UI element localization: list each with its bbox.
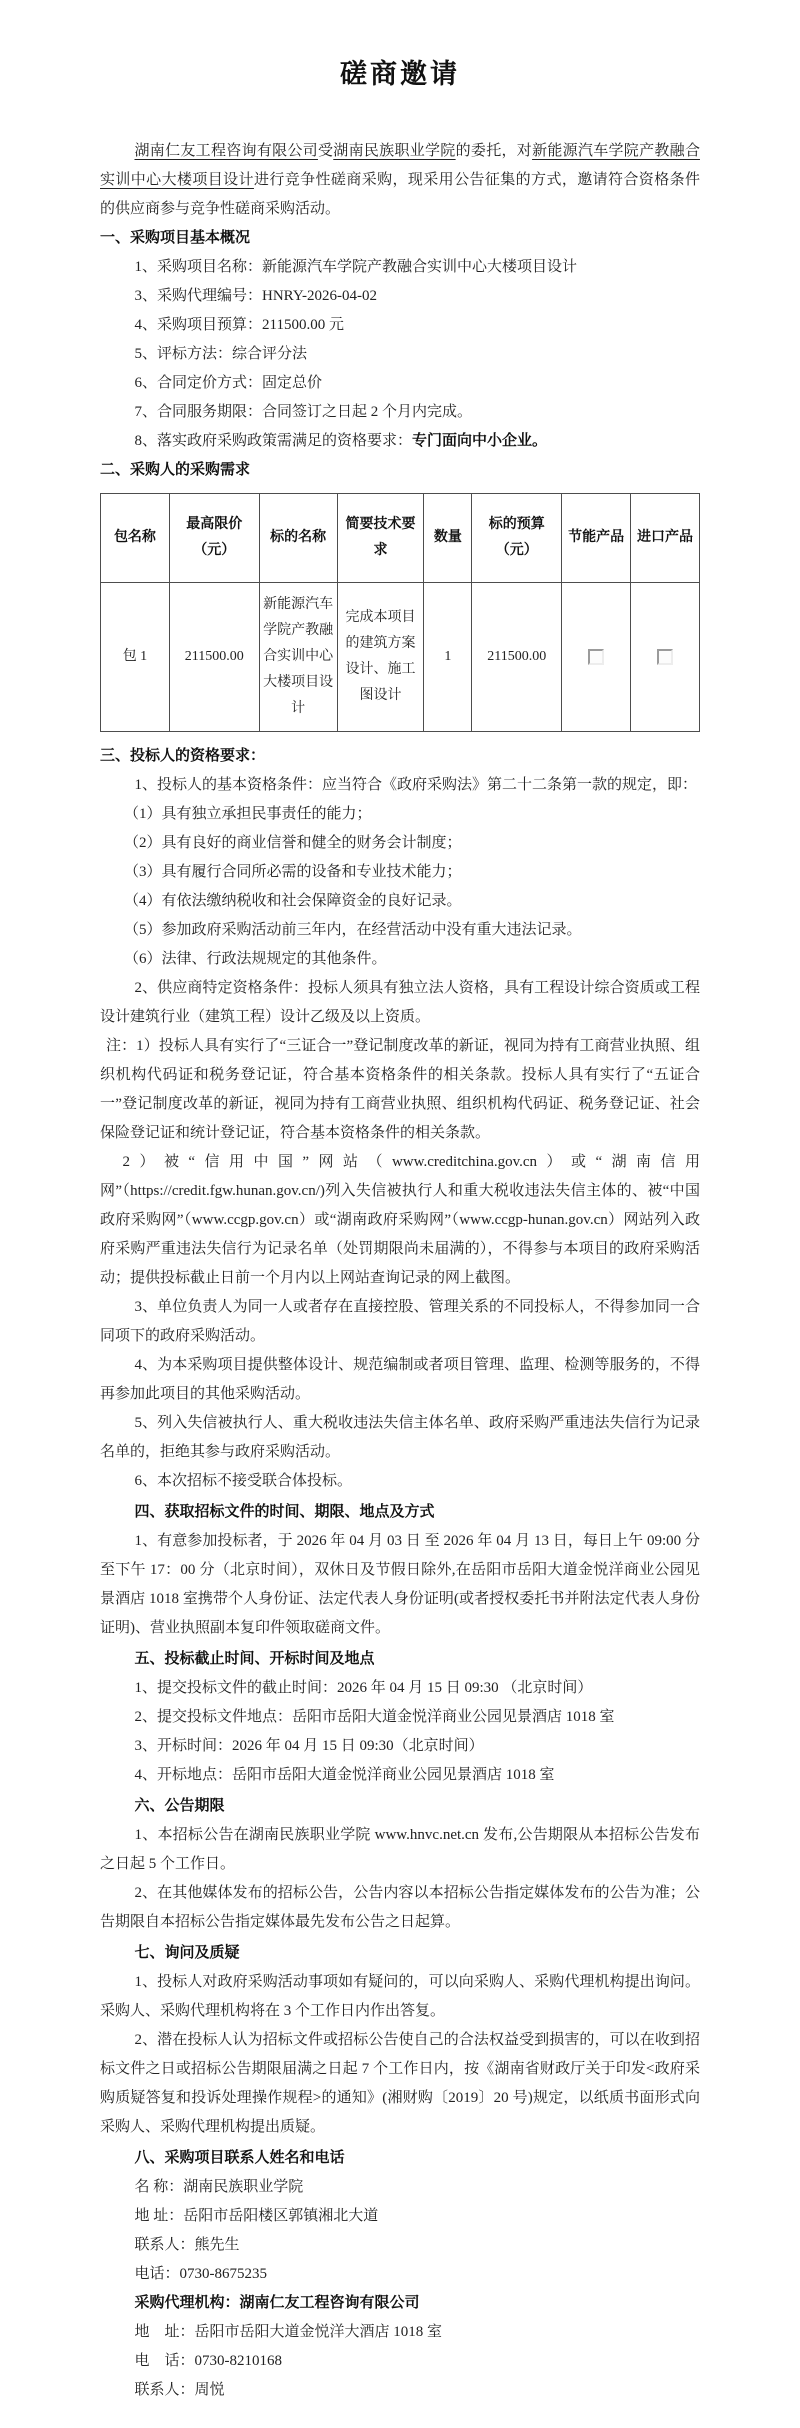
cell-max-price: 211500.00 <box>169 583 259 732</box>
qualification-note-1: 注：1）投标人具有实行了“三证合一”登记制度改革的新证，视同为持有工商营业执照、组织机构代码证和税务登记证，符合基本资格条件的相关条款。投标人具有实行了“五证合一”登记制度改革的新证，视同为持有工商营业执照、组织机构代码证、税务登记证、社会保险登记证和统计登记证，符合基本资格条件的相关条款。 <box>100 1038 700 1141</box>
intro-text: 的委托，对 <box>455 143 533 159</box>
purchaser-phone-line: 电话：0730-8675235 <box>134 2266 267 2282</box>
purchaser-name-line: 名 称：湖南民族职业学院 <box>134 2179 304 2195</box>
section3-heading: 三、投标人的资格要求： <box>100 748 266 764</box>
dishonest-list-item: 5、列入失信被执行人、重大税收违法失信主体名单、政府采购严重违法失信行为记录名单的，拒绝其参与政府采购活动。 <box>100 1415 700 1460</box>
header-energy-saving: 节能产品 <box>562 494 631 583</box>
cell-energy-saving <box>562 583 631 732</box>
purchaser-address-line: 地 址：岳阳市岳阳楼区郭镇湘北大道 <box>134 2208 379 2224</box>
agency-title-line: 采购代理机构：湖南仁友工程咨询有限公司 <box>134 2295 420 2311</box>
intro-paragraph <box>100 137 700 224</box>
header-subject-budget: 标的预算（元） <box>472 494 562 583</box>
bid-deadline-item: 1、提交投标文件的截止时间：2026 年 04 月 15 日 09:30 （北京时间） <box>134 1680 593 1696</box>
purchaser-name-underlined: 湖南民族职业学院 <box>333 143 456 159</box>
header-tech-requirement: 简要技术要求 <box>337 494 424 583</box>
bid-open-place-item: 4、开标地点：岳阳市岳阳大道金悦洋商业公园见景酒店 1018 室 <box>134 1767 555 1783</box>
qualification-sub-item: （5）参加政府采购活动前三年内，在经营活动中没有重大违法记录。 <box>124 922 582 938</box>
qualification-sub-item: （6）法律、行政法规规定的其他条件。 <box>124 951 387 967</box>
section5-heading: 五、投标截止时间、开标时间及地点 <box>134 1651 375 1667</box>
pricing-method-item: 6、合同定价方式：固定总价 <box>134 375 323 391</box>
qualification-sub-item: （4）有依法缴纳税收和社会保障资金的良好记录。 <box>124 893 462 909</box>
qualification-basic-item: 1、投标人的基本资格条件：应当符合《政府采购法》第二十二条第一款的规定，即： <box>134 777 698 793</box>
purchaser-contact-line: 联系人：熊先生 <box>134 2237 240 2253</box>
cell-tech-requirement: 完成本项目的建筑方案设计、施工图设计 <box>337 583 424 732</box>
section8-heading: 八、采购项目联系人姓名和电话 <box>134 2150 345 2166</box>
inquiry-item: 1、投标人对政府采购活动事项如有疑问的，可以向采购人、采购代理机构提出询问。采购人、采购代理机构将在 3 个工作日内作出答复。 <box>100 1974 700 2019</box>
project-name-item: 1、采购项目名称：新能源汽车学院产教融合实训中心大楼项目设计 <box>134 259 578 275</box>
cell-subject-budget: 211500.00 <box>472 583 562 732</box>
header-quantity: 数量 <box>424 494 472 583</box>
section1-heading: 一、采购项目基本概况 <box>100 230 251 246</box>
section6-heading: 六、公告期限 <box>134 1798 225 1814</box>
cell-package-name: 包 1 <box>101 583 170 732</box>
challenge-item: 2、潜在投标人认为招标文件或招标公告使自己的合法权益受到损害的，可以在收到招标文件之日或招标公告期限届满之日起 7 个工作日内，按《湖南省财政厅关于印发<政府采购质疑答复和投诉处理操作规程>的通知》(湘财购〔2019〕20 号)规定，以纸质书面形式向采购人、采购代理机构提出质疑。 <box>100 2032 700 2135</box>
agency-name-underlined: 湖南仁友工程咨询有限公司 <box>134 143 318 159</box>
qualification-sub-item: （2）具有良好的商业信誉和健全的财务会计制度； <box>124 835 462 851</box>
import-product-checkbox[interactable] <box>657 649 673 665</box>
header-max-price: 最高限价（元） <box>169 494 259 583</box>
cell-quantity: 1 <box>424 583 472 732</box>
intro-text: 进行竞争性磋商采购，现采用公告征集的方式，邀请符合资格条件的供应商参与竞争性磋商采购活动。 <box>100 172 700 217</box>
header-package-name: 包名称 <box>101 494 170 583</box>
announcement-period-item: 1、本招标公告在湖南民族职业学院 www.hnvc.net.cn 发布,公告期限从本招标公告发布之日起 5 个工作日。 <box>100 1827 700 1872</box>
policy-requirement-label: 8、落实政府采购政策需满足的资格要求： <box>134 433 413 449</box>
project-name-underlined: 新能源汽车学院产教融合实训中心大楼项目设计 <box>100 143 700 188</box>
section4-heading: 四、获取招标文件的时间、期限、地点及方式 <box>134 1504 435 1520</box>
section2-heading: 二、采购人的采购需求 <box>100 462 251 478</box>
procurement-requirement-table <box>100 493 700 732</box>
cell-import-product <box>631 583 700 732</box>
qualification-sub-item: （1）具有独立承担民事责任的能力； <box>124 806 372 822</box>
intro-text: 受 <box>317 143 334 159</box>
agency-number-item: 3、采购代理编号：HNRY-2026-04-02 <box>134 288 377 304</box>
table-header-row <box>101 494 700 583</box>
bid-submit-place-item: 2、提交投标文件地点：岳阳市岳阳大道金悦洋商业公园见景酒店 1018 室 <box>134 1709 615 1725</box>
service-period-item: 7、合同服务期限：合同签订之日起 2 个月内完成。 <box>134 404 473 420</box>
document-obtain-item: 1、有意参加投标者，于 2026 年 04 月 03 日 至 2026 年 04 月 13 日，每日上午 09:00 分至下午 17：00 分（北京时间），双休日及节假日除外,在岳阳市岳阳大道金悦洋商业公园见景酒店 1018 室携带个人身份证、法定代表人身份证明(或者授权委托书并附法定代表人身份证明)、营业执照副本复印件领取磋商文件。 <box>100 1533 700 1636</box>
section7-heading: 七、询问及质疑 <box>134 1945 240 1961</box>
bid-open-time-item: 3、开标时间：2026 年 04 月 15 日 09:30（北京时间） <box>134 1738 484 1754</box>
qualification-specific-item: 2、供应商特定资格条件：投标人须具有独立法人资格，具有工程设计综合资质或工程设计建筑行业（建筑工程）设计乙级及以上资质。 <box>100 980 700 1025</box>
evaluation-method-item: 5、评标方法：综合评分法 <box>134 346 308 362</box>
header-import-product: 进口产品 <box>631 494 700 583</box>
design-service-item: 4、为本采购项目提供整体设计、规范编制或者项目管理、监理、检测等服务的，不得再参加此项目的其他采购活动。 <box>100 1357 700 1402</box>
qualification-sub-item: （3）具有履行合同所必需的设备和专业技术能力； <box>124 864 462 880</box>
energy-saving-checkbox[interactable] <box>588 649 604 665</box>
cell-subject-name: 新能源汽车学院产教融合实训中心大楼项目设计 <box>259 583 337 732</box>
other-media-item: 2、在其他媒体发布的招标公告，公告内容以本招标公告指定媒体发布的公告为准；公告期限自本招标公告指定媒体最先发布公告之日起算。 <box>100 1885 700 1930</box>
doc-title: 磋商邀请 <box>340 59 460 89</box>
project-budget-item: 4、采购项目预算：211500.00 元 <box>134 317 344 333</box>
agency-contact-line: 联系人：周悦 <box>134 2382 225 2398</box>
no-consortium-item: 6、本次招标不接受联合体投标。 <box>134 1473 353 1489</box>
qualification-note-2: 2）被“信用中国”网站（www.creditchina.gov.cn）或“湖南信用网”（https://credit.fgw.hunan.gov.cn/)列入失信被执行人和重大税收违法失信主体的、被“中国政府采购网”（www.ccgp.gov.cn）或“湖南政府采购网”（www.ccgp-hunan.gov.cn）网站列入政府采购严重违法失信行为记录名单（处罚期限尚未届满的），不得参与本项目的政府采购活动；提供投标截止日前一个月内以上网站查询记录的网上截图。 <box>100 1154 700 1286</box>
same-leader-item: 3、单位负责人为同一人或者存在直接控股、管理关系的不同投标人，不得参加同一合同项下的政府采购活动。 <box>100 1299 700 1344</box>
header-subject-name: 标的名称 <box>259 494 337 583</box>
sme-requirement-bold: 专门面向中小企业。 <box>412 433 548 449</box>
agency-phone-line: 电 话：0730-8210168 <box>134 2353 282 2369</box>
policy-requirement-item <box>100 427 700 456</box>
agency-address-line: 地 址：岳阳市岳阳大道金悦洋大酒店 1018 室 <box>134 2324 443 2340</box>
table-row <box>101 583 700 732</box>
